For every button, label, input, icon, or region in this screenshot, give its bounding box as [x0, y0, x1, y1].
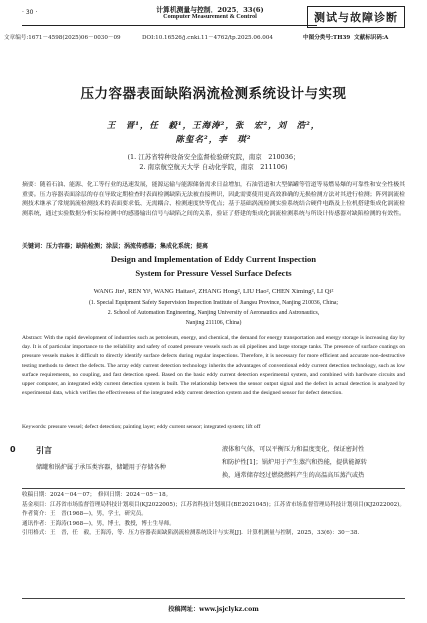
abstract-en: Abstract: With the rapid development of industries such as petroleum, energy, and chemical, the demand for energy transportation and energy storage is increasing day by day. It is of particular importance to the reliability and safety of coated pressure vessels such as oil pipelines and large storage tanks. The presence of surface coatings on pressure vessels makes it difficult to directly identify surface defects during regular inspections. Therefore, it is necessary for more efficient and accurate non-destructive testing methods to detect the defects. The array eddy current detection technology inherits the advantages of conventional eddy current detection technology, such as low surface requirements, no coupling, and fast detection speed. Based on the basic eddy current detection experimental system, and combined with hardware circuits and upper computer, an integrated eddy current detection system is built. The relationship between the sensor output signal and the defect in actual detection is analyzed by experimental data, which verifies the effectiveness of the integrated eddy current detection system and the designed sensor for defect detection.	[22, 335, 405, 397]
affiliation-cn-1: (1. 江苏省特种设备安全监督检验研究院，南京 210036；	[127, 153, 300, 161]
affiliation-en-2: 2. School of Automation Engineering, Nanjing University of Aeronautics and Astronautics,	[107, 310, 320, 316]
affiliation-cn-2: 2. 南京航空航天大学 自动化学院，南京 211106)	[139, 163, 288, 171]
authors-cn-line2: 陈玺名²，李 琪²	[175, 135, 252, 145]
header-rule	[22, 25, 317, 26]
article-number: 文章编号:1671－4598(2025)06－0030－09	[4, 35, 121, 41]
article-title-en-2: System for Pressure Vessel Surface Defects	[135, 268, 292, 278]
section-number: 0	[10, 445, 16, 454]
classification-number: 中图分类号:TH39	[303, 35, 351, 41]
abstract-cn: 摘要：随着石油、能源、化工等行业的迅速发展，能源运输与能源储备需求日益增加，石油管道和大型储罐等管道等易燃易爆的可靠性和安全性极其重要。压力容器表面涂层的存在导致定期检查时表面检测缺陷无法被直接辨识，因此需要使用更高效准确的无损检测方法对其进行检测；阵列涡流检测技术继承了常规涡流检测技术的表面要求低、无需耦合、检测速度快等优点；基于基础涡流检测实验系统结合硬件电路及上位机搭建集成化涡流检测系统，通过实验数据分析实际检测中的感器输出信号与缺陷之间的关系，验证了搭建的集成化涡流检测系统与所设计传感器对缺陷检测的有效性。	[22, 182, 405, 217]
body-right-line-2: 和防护性[1]；锅炉用于产生蒸汽和热能，提供能源转	[222, 459, 367, 466]
citation-format: 引用格式：王 晋，任 毅，王海涛，等．压力容器表面缺陷涡流检测系统设计与实现[J]．计算机测量与控制，2025，33(6)：30－38.	[22, 530, 360, 537]
affiliation-en-3: Nanjing 211106, China)	[185, 320, 242, 326]
authors-en: WANG Jin¹, REN Yi¹, WANG Haitao², ZHANG Hong², LIU Hao², CHEN Ximing², LI Qi²	[93, 288, 334, 295]
article-title-cn: 压力容器表面缺陷涡流检测系统设计与实现	[80, 86, 347, 102]
document-code: 文献标识码:A	[354, 35, 389, 41]
authors-cn-line1: 王 晋¹，任 毅¹，王海涛²，张 宏²，刘 浩²，	[106, 121, 321, 131]
footnote-rule	[22, 488, 405, 489]
journal-title-en: Computer Measurement & Control	[163, 13, 257, 20]
keywords-en: Keywords: pressure vessel; defect detection; painting layer; eddy current sensor; integrated system; lift off	[22, 424, 261, 430]
fund-project: 基金项目：江苏省市场监督管理局科技计划项目(KJ2022005)；江苏省科技计划项目(BE2021045)；江苏省市场监督管理局科技计划项目(KJ2022002)。	[22, 501, 405, 508]
body-left-column: 储罐和锅炉属于承压类容器，储罐用于存储各种	[36, 464, 166, 471]
corresponding-author: 通讯作者：王海涛(1968—)，男，博士，教授，博士生导师。	[22, 520, 175, 527]
footnotes	[22, 491, 405, 539]
author-bio: 作者简介：王 晋(1968—)，男，学士，研究员。	[22, 511, 147, 518]
body-right-line-1: 液体和气体，可以平衡压力和温度变化，保证密封性	[222, 446, 365, 453]
section-tag: 测试与故障诊断	[307, 6, 405, 28]
section-title: 引言	[36, 446, 52, 455]
journal-title-cn: 计算机测量与控制．2025．33(6)	[156, 6, 264, 14]
article-doi: DOI:10.16526/j.cnki.11－4762/tp.2025.06.004	[142, 35, 273, 41]
keywords-cn: 关键词：压力容器；缺陷检测；涂层；涡流传感器；集成化系统；提离	[22, 243, 209, 250]
body-right-line-3: 换，通常储存经过燃烧燃料产生的高温高压蒸汽或热	[222, 472, 365, 479]
page-number: · 30 ·	[22, 9, 38, 16]
article-title-en-1: Design and Implementation of Eddy Current Inspection	[110, 254, 317, 264]
affiliation-en-1: (1. Special Equipment Safety Supervision Inspection Institute of Jiangsu Province, Nanjing 210036, China;	[88, 300, 339, 306]
footer-rule	[22, 598, 405, 599]
received-date: 收稿日期：2024－04－07； 修回日期：2024－05－18。	[22, 492, 172, 498]
submission-site: 投稿网址：www.jsjclykz.com	[168, 606, 259, 613]
